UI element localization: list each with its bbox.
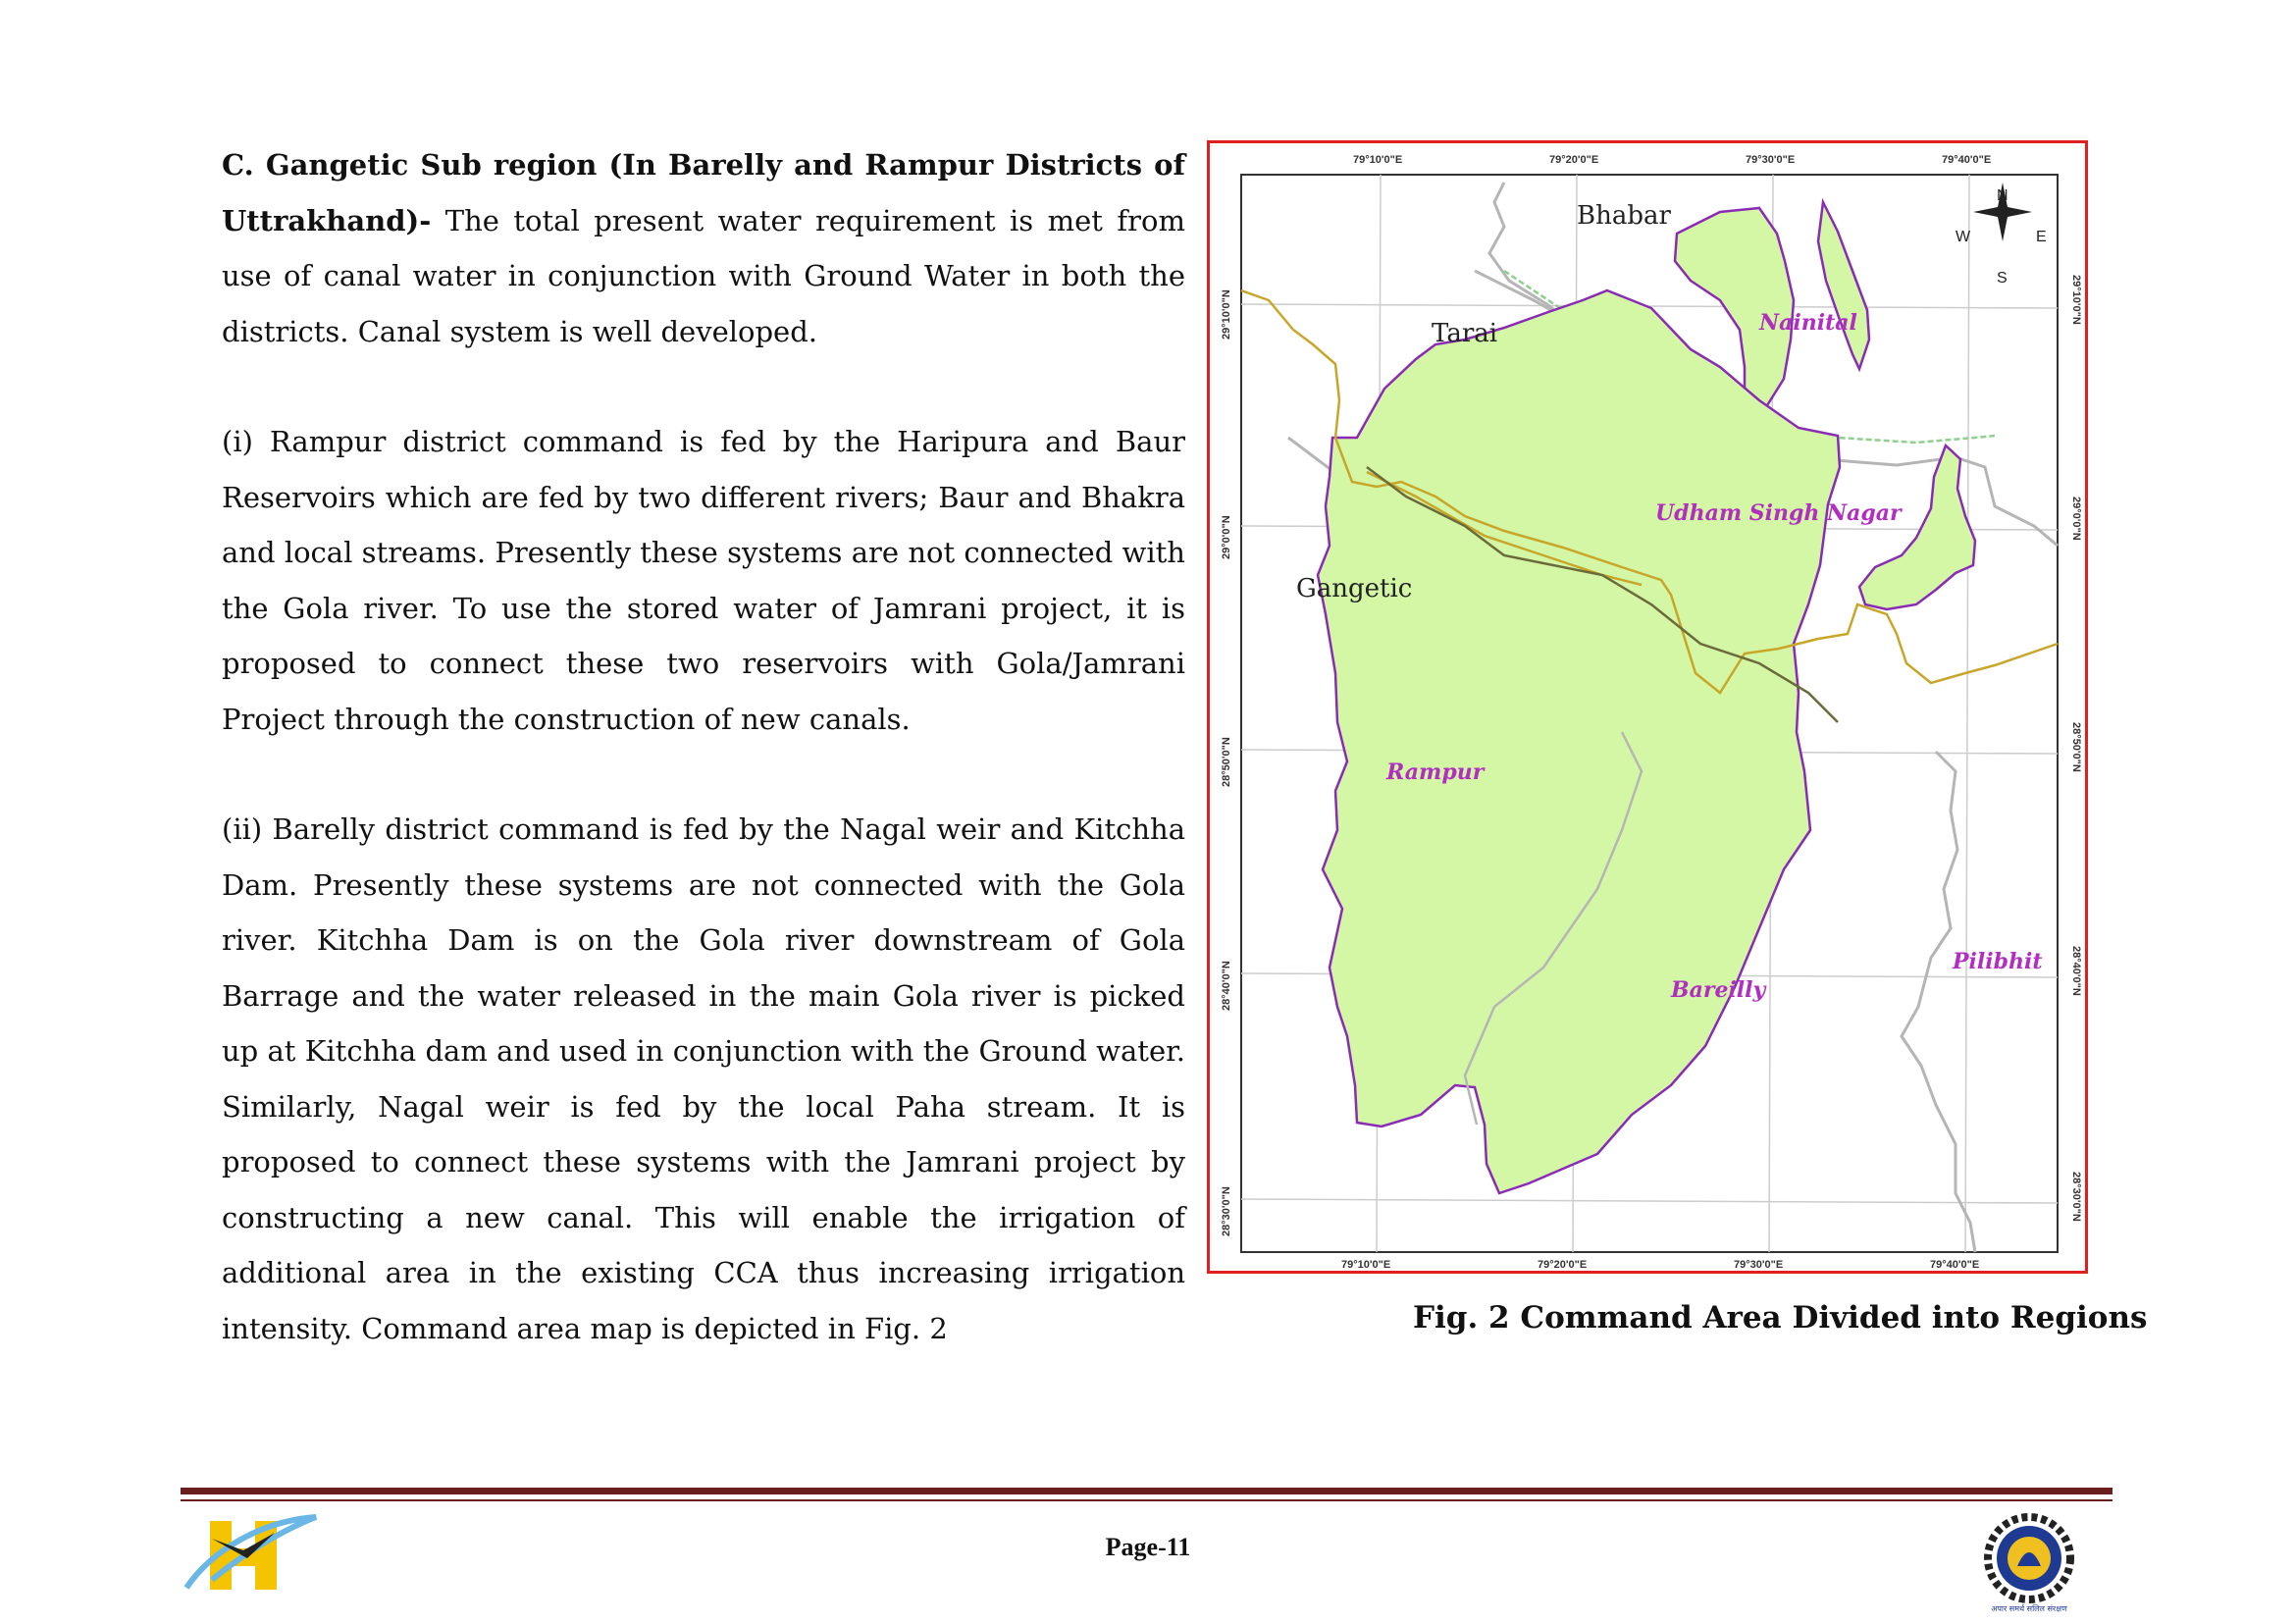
- footer-rule-thick: [181, 1488, 2112, 1494]
- page-number: Page-11: [1105, 1533, 1191, 1561]
- right-tick-5: 28°30'0"N: [2070, 1172, 2082, 1222]
- footer-rule-thin: [181, 1499, 2112, 1501]
- label-nainital: Nainital: [1759, 310, 1857, 336]
- left-tick-4: 28°40'0"N: [1221, 961, 1232, 1011]
- bottom-tick-4: 79°40'0"E: [1930, 1259, 1980, 1271]
- command-area-polygon: [1318, 290, 1840, 1193]
- right-tick-labels: [2070, 275, 2082, 1222]
- left-tick-labels: [1221, 289, 1232, 1236]
- top-tick-2: 79°20'0"E: [1549, 154, 1599, 166]
- section-heading: C. Gangetic Sub region (In Barelly and Rampur Districts of Uttrakhand)-: [222, 148, 1185, 237]
- top-tick-3: 79°30'0"E: [1746, 154, 1796, 166]
- body-text: [222, 137, 1185, 1356]
- label-tarai: Tarai: [1432, 319, 1498, 348]
- compass-e: E: [2036, 229, 2047, 245]
- top-tick-labels: [1353, 154, 1991, 166]
- barelly-paragraph: (ii) Barelly district command is fed by the Nagal weir and Kitchha Dam. Presently these systems are not connected with the Gola river. Kitchha Dam is on the Gola river downstream of Gola Barrage and the water released in the main Gola river is picked up at Kitchha dam and used in conjunction with the Ground water. Similarly, Nagal weir is fed by the local Paha stream. It is proposed to connect these systems with the Jamrani project by constructing a new canal. This will enable the irrigation of additional area in the existing CCA thus increasing irrigation intensity. Command area map is depicted in Fig. 2: [222, 812, 1185, 1345]
- emblem-logo-right: [1970, 1509, 2088, 1617]
- organization-logo-left: [183, 1511, 320, 1599]
- right-tick-2: 29°0'0"N: [2070, 497, 2082, 541]
- right-tick-4: 28°40'0"N: [2070, 946, 2082, 996]
- label-bhabar: Bhabar: [1577, 201, 1671, 231]
- right-tick-1: 29°10'0"N: [2070, 275, 2082, 325]
- rampur-paragraph: (i) Rampur district command is fed by the Haripura and Baur Reservoirs which are fed by two different rivers; Baur and Bhakra and local streams. Presently these systems are not connected with the Gola river. To use the stored water of Jamrani project, it is proposed to connect these two reservoirs with Gola/Jamrani Project through the construction of new canals.: [222, 425, 1185, 736]
- bottom-tick-1: 79°10'0"E: [1341, 1259, 1391, 1271]
- label-gangetic: Gangetic: [1296, 574, 1413, 603]
- top-tick-1: 79°10'0"E: [1353, 154, 1403, 166]
- left-tick-5: 28°30'0"N: [1221, 1186, 1232, 1236]
- emblem-motto: अपार समर्थ सलिल संरक्षण: [1991, 1604, 2067, 1613]
- compass-w: W: [1956, 229, 1971, 245]
- left-tick-2: 29°0'0"N: [1221, 515, 1232, 559]
- top-tick-4: 79°40'0"E: [1942, 154, 1992, 166]
- bottom-tick-3: 79°30'0"E: [1734, 1259, 1784, 1271]
- map-svg: [1210, 143, 2085, 1271]
- left-tick-1: 29°10'0"N: [1221, 289, 1232, 340]
- right-tick-3: 28°50'0"N: [2070, 722, 2082, 772]
- compass-n: N: [1997, 187, 2008, 204]
- label-rampur: Rampur: [1386, 760, 1485, 785]
- bottom-tick-labels: [1341, 1259, 1979, 1271]
- bottom-tick-2: 79°20'0"E: [1538, 1259, 1588, 1271]
- label-pilibhit: Pilibhit: [1953, 949, 2043, 974]
- figure-caption: Fig. 2 Command Area Divided into Regions: [1413, 1300, 2148, 1336]
- label-bareilly: Bareilly: [1671, 977, 1766, 1003]
- command-area-map: [1207, 140, 2088, 1274]
- compass-s: S: [1997, 270, 2008, 287]
- left-tick-3: 28°50'0"N: [1221, 737, 1232, 787]
- intro-text: The total present water requirement is met from use of canal water in conjunction with Ground Water in both the districts. Canal system is well developed.: [222, 203, 1185, 348]
- label-udham-singh-nagar: Udham Singh Nagar: [1655, 500, 1902, 526]
- intro-paragraph: [222, 137, 1185, 359]
